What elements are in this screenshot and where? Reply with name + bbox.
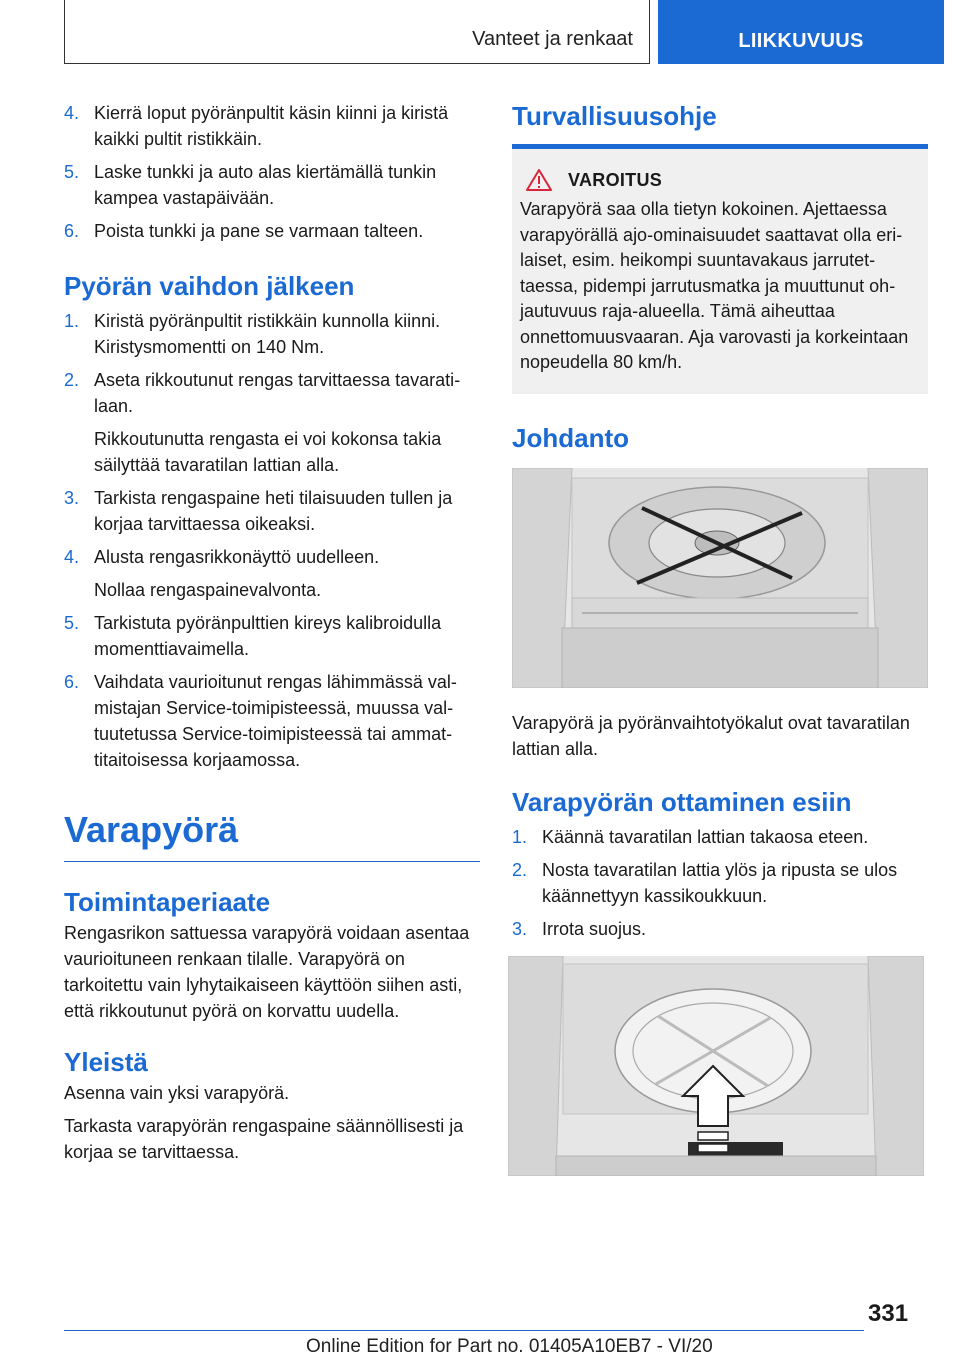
step-number: 6.: [64, 672, 80, 692]
warning-text: Varapyörä saa olla tietyn kokoinen. Ajettaessa varapyörällä ajo-ominaisuudet saattavat olla erilaiset, esim. heikompi suuntavakaus jarrutettaessa, pidempi jarrutusmatka ja muuttunut ohjautuvuus raja-alueella. Tämä aiheuttaa onnettomuusvaaran. Aja varovasti ja korkeintaan nopeudella 80 km/h.: [520, 199, 909, 372]
right-column: [512, 100, 928, 1176]
header-section-title: Vanteet ja renkaat: [472, 28, 633, 50]
warning-title: VAROITUS: [568, 169, 663, 190]
footer-divider: [64, 1330, 864, 1331]
list-item: [64, 308, 480, 360]
warning-header: [520, 169, 920, 191]
remove-heading: Varapyörän ottaminen esiin: [512, 786, 852, 817]
step-number: 4.: [64, 547, 80, 567]
step-number: 6.: [64, 221, 80, 241]
step-number: 2.: [64, 370, 80, 390]
step-text: Laske tunkki ja auto alas kiertämällä tunkin kampea vastapäivään.: [94, 162, 437, 208]
page-number: 331: [868, 1300, 909, 1327]
step-number: 1.: [64, 311, 80, 331]
step-number: 3.: [512, 918, 528, 939]
warning-box: [512, 149, 928, 394]
list-item: [64, 159, 480, 211]
step-text: Tarkistuta pyöränpulttien kireys kalibroidulla momenttiavaimella.: [94, 613, 442, 659]
list-item: [64, 100, 480, 152]
after-change-heading: Pyörän vaihdon jälkeen: [64, 271, 355, 301]
step-number: 4.: [64, 103, 80, 123]
list-item: [64, 367, 480, 419]
spare-wheel-cover-image: [508, 956, 924, 1176]
after-change-steps: [64, 308, 480, 773]
step-text: Tarkista rengaspaine heti tilaisuuden tullen ja korjaa tarvittaessa oikeaksi.: [94, 488, 453, 534]
header-chapter-tab[interactable]: LIIKKUVUUS: [658, 0, 944, 64]
intro-caption: Varapyörä ja pyöränvaihtotyökalut ovat tavaratilan lattian alla.: [512, 712, 910, 759]
step-number: 5.: [64, 162, 80, 182]
step-note: Nollaa rengaspainevalvonta.: [94, 580, 322, 600]
principle-text: Rengasrikon sattuessa varapyörä voidaan asentaa vaurioituneen renkaan tilalle. Varapyörä on tarkoitettu vain lyhytaikaiseen käyttöön siihen asti, että rikkoutunut pyörä on korvattu uudella.: [64, 923, 470, 1021]
list-item: [64, 485, 480, 537]
step-text: Nosta tavaratilan lattia ylös ja ripusta se ulos käännettyyn kassikoukkuun.: [542, 859, 898, 906]
list-item: [512, 916, 928, 942]
step-text: Poista tunkki ja pane se varmaan talteen.: [94, 221, 424, 241]
step-number: 2.: [512, 859, 528, 880]
trunk-illustration: [512, 468, 928, 688]
safety-heading: Turvallisuusohje: [512, 101, 717, 131]
list-item: [64, 669, 480, 773]
step-text: Vaihdata vaurioitunut rengas lähimmässä valmistajan Service-toimipisteessä, muussa valtuutetussa Service-toimipisteessä tai ammattitaitoisessa korjaamossa.: [94, 672, 457, 770]
header-section-box: [64, 0, 650, 64]
general-text-2: Tarkasta varapyörän rengaspaine säännöllisesti ja korjaa se tarvittaessa.: [64, 1116, 464, 1162]
step-number: 3.: [64, 488, 80, 508]
spare-wheel-heading: Varapyörä: [64, 809, 239, 850]
list-item: [64, 610, 480, 662]
heading-divider: [64, 861, 480, 862]
step-number: 1.: [512, 826, 528, 847]
general-heading: Yleistä: [64, 1047, 148, 1077]
footer-edition: Online Edition for Part no. 01405A10EB7 - VI/20: [306, 1336, 713, 1357]
list-item: [64, 544, 480, 570]
step-note: Rikkoutunutta rengasta ei voi kokonsa takia säilyttää tavaratilan lattian alla.: [94, 429, 442, 475]
steps-continued: [64, 100, 480, 244]
step-text: Kierrä loput pyöränpultit käsin kiinni ja kiristä kaikki pultit ristikkäin.: [94, 103, 449, 149]
step-text: Alusta rengasrikkonäyttö uudelleen.: [94, 547, 380, 567]
list-item: [64, 218, 480, 244]
list-item: [512, 857, 928, 909]
left-column: [64, 100, 480, 1172]
cover-illustration: [508, 956, 924, 1176]
list-item: [512, 824, 928, 850]
warning-triangle-icon: [526, 169, 552, 191]
step-text: Aseta rikkoutunut rengas tarvittaessa tavaratilaan.: [94, 370, 461, 416]
step-text: Kiristä pyöränpultit ristikkäin kunnolla kiinni. Kiristysmomentti on 140 Nm.: [94, 311, 441, 357]
general-text-1: Asenna vain yksi varapyörä.: [64, 1083, 290, 1103]
step-text: Käännä tavaratilan lattian takaosa eteen.: [542, 826, 869, 847]
remove-steps: [512, 824, 928, 942]
spare-wheel-trunk-image: [512, 468, 928, 688]
principle-heading: Toimintaperiaate: [64, 887, 271, 917]
intro-heading: Johdanto: [512, 422, 629, 453]
step-text: Irrota suojus.: [542, 918, 647, 939]
step-number: 5.: [64, 613, 80, 633]
